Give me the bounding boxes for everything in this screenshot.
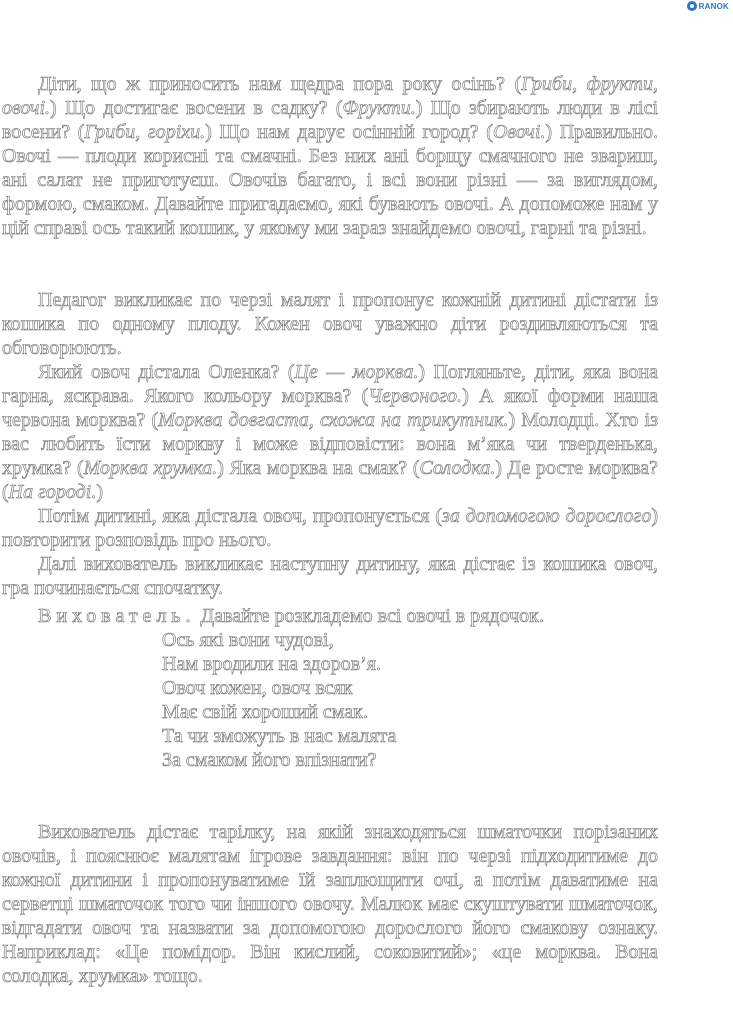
paragraph-text: ) Правильно. Овочі — плоди корисні та смачні. Без них ані борщу смачного не звариш, ані салат не приготуєш. Овочів багато, і всі вони різні — за виглядом, формою, смаком. Давайте пригадаємо, які бувають овочі. А допоможе нам у цій справі ось такий кошик, у якому ми зараз знайдемо овочі, гарні та різні. xyxy=(2,121,658,239)
paragraph-text: ) Що достигає восени в садку? ( xyxy=(50,97,343,119)
poem-line: Нам вродили на здоров’я. xyxy=(162,653,382,675)
paragraph-gap xyxy=(2,772,658,820)
paragraph-text: ) повторити розповідь про нього. xyxy=(2,505,658,551)
paragraph-text: Далі вихователь викликає наступну дитину, яка дістає із кошика овоч, гра починається спочатку. xyxy=(2,553,658,599)
answer-text: Фрукти. xyxy=(342,97,416,119)
paragraph-retell xyxy=(2,504,658,552)
answer-text: Гриби, горіхи. xyxy=(84,121,206,143)
answer-text: Морква хрумка. xyxy=(83,457,218,479)
paragraph-text: ) Де росте морква? ( xyxy=(2,457,659,503)
speaker-line xyxy=(2,604,658,628)
paragraph-text: ) Що нам дарує осінній город? ( xyxy=(205,121,493,143)
paragraph-text: Педагог викликає по черзі малят і пропонує кожній дитині дістати із кошика по одному плоду. Кожен овоч уважно діти роздивляються та обговорюють. xyxy=(2,289,658,359)
page-content xyxy=(2,72,658,988)
poem-line: Та чи зможуть в нас малята xyxy=(162,725,397,747)
answer-text: Це — морква. xyxy=(294,361,419,383)
intro-paragraph xyxy=(2,72,658,240)
paragraph-text: ) Молодці. Хто із вас любить їсти моркву і може відповісти: вона м’яка чи тверденька, хрумка? ( xyxy=(2,409,658,479)
answer-text: На городі. xyxy=(8,481,97,503)
poem-line: Овоч кожен, овоч всяк xyxy=(162,677,353,699)
paragraph-text: Вихователь дістає тарілку, на якій знаходяться шматочки порізаних овочів, і пояснює малятам ігрове завдання: він по черзі підходитиме до кожної дитини і пропонуватиме їй заплющити очі, а потім даватиме на серветці шматочок того чи іншого овочу. Малюк має скуштувати шматочок, відгадати овоч та назвати за допомогою дорослого його смакову ознаку. Наприклад: «Це помідор. Він кислий, соковитий»; «це морква. Вона солодка, хрумка» тощо. xyxy=(2,821,658,987)
paragraph-teacher-calls xyxy=(2,288,658,360)
poem-line: За смаком його впізнати? xyxy=(162,749,377,771)
speaker-text: Давайте розкладемо всі овочі в рядочок. xyxy=(195,605,544,627)
answer-text: Гриби, фрукти, овочі. xyxy=(2,73,658,119)
logo-text: RANOK xyxy=(698,1,729,11)
paragraph-text: Потім дитині, яка дістала овоч, пропонується ( xyxy=(38,505,443,527)
answer-text: за допомогою дорослого xyxy=(442,505,652,527)
answer-text: Червоного. xyxy=(368,385,463,407)
paragraph-text: ) А якої форми наша червона морква? ( xyxy=(2,385,658,431)
paragraph-text: ) xyxy=(96,481,103,503)
paragraph-tasting-game xyxy=(2,820,658,988)
paragraph-carrot-dialogue xyxy=(2,360,658,504)
answer-text: Морква довгаста, схожа на трикутник. xyxy=(158,409,509,431)
poem-line: Має свій хороший смак. xyxy=(162,701,368,723)
publisher-logo xyxy=(687,0,729,12)
paragraph-text: Діти, що ж приносить нам щедра пора року осінь? ( xyxy=(38,73,522,95)
paragraph-next-child xyxy=(2,552,658,600)
paragraph-gap xyxy=(2,240,658,288)
poem xyxy=(162,628,658,772)
paragraph-text: Який овоч дістала Оленка? ( xyxy=(38,361,295,383)
speaker-name: Вихователь. xyxy=(38,605,196,627)
answer-text: Овочі. xyxy=(492,121,546,143)
paragraph-text: ) Що збирають люди в лісі восени? ( xyxy=(2,97,658,143)
logo-mark-icon xyxy=(687,1,697,11)
answer-text: Солодка. xyxy=(419,457,496,479)
paragraph-text: ) Яка морква на смак? ( xyxy=(217,457,420,479)
poem-line: Ось які вони чудові, xyxy=(162,629,334,651)
paragraph-text: ) Погляньте, діти, яка вона гарна, яскрава. Якого кольору морква? ( xyxy=(2,361,658,407)
